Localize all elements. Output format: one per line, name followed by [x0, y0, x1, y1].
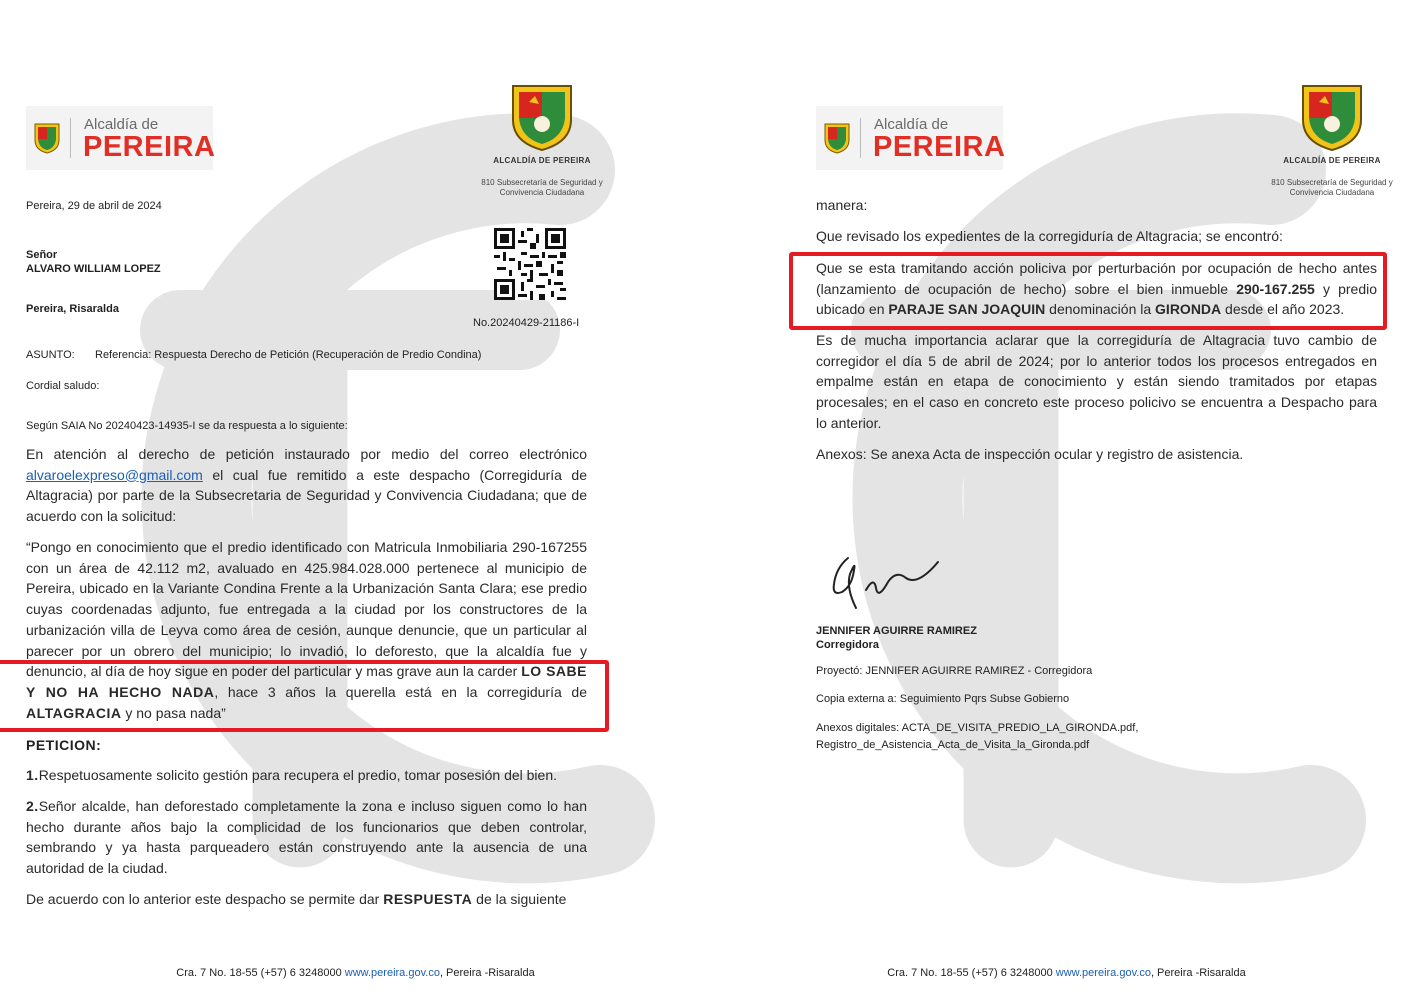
emphasis-lo-sabe: LO SABE Y NO HA HECHO NADA: [26, 663, 587, 700]
footer-website-link[interactable]: www.pereira.gov.co: [1055, 967, 1151, 979]
handwritten-signature: [826, 548, 946, 614]
subject-label: ASUNTO:: [26, 349, 75, 361]
page-footer: Cra. 7 No. 18-55 (+57) 6 3248000 www.pereira.gov.co, Pereira -Risaralda: [887, 967, 1246, 979]
peticion-title: PETICION:: [26, 737, 102, 753]
emphasis-property-id: 290-167.255: [1236, 280, 1315, 297]
qr-code: [494, 228, 566, 300]
coat-of-arms-icon: [1301, 82, 1363, 152]
logo-big-text: PEREIRA: [83, 131, 216, 163]
redacted-phone: [20, 280, 160, 296]
digital-annex-1: Anexos digitales: ACTA_DE_VISITA_PREDIO_LA_GIRONDA.pdf,: [816, 722, 1139, 734]
letter-page-2: [711, 0, 1422, 1007]
logo-divider: [860, 118, 861, 158]
page-footer: Cra. 7 No. 18-55 (+57) 6 3248000 www.pereira.gov.co, Pereira -Risaralda: [176, 967, 535, 979]
city-shield-icon: [34, 122, 60, 154]
logo-small-text: Alcaldía de: [874, 116, 949, 133]
findings-intro: Que revisado los expedientes de la corregiduría de Altagracia; se encontró:: [816, 228, 1283, 244]
logo-big-text: PEREIRA: [873, 131, 1006, 163]
crest-caption: ALCALDÍA DE PEREIRA: [493, 156, 591, 165]
logo-divider: [70, 118, 71, 158]
office-name: 810 Subsecretaría de Seguridad y Convivencia Ciudadana: [481, 178, 603, 197]
projected-by: Proyectó: JENNIFER AGUIRRE RAMIREZ - Corregidora: [816, 665, 1093, 677]
petition-item-2: 2.Señor alcalde, han deforestado completamente la zona e incluso siguen como lo han hecho durante años bajo la complicidad de los funcionarios que deben controlar, sembrando y ya hasta parqueadero están construyendo ante la ausencia de una autoridad de la ciudad.: [26, 798, 587, 877]
petition-item-1: 1.Respetuosamente solicito gestión para recupera el predio, tomar posesión del bien.: [26, 767, 557, 783]
city-shield-icon: [824, 122, 850, 154]
saia-reference: Según SAIA No 20240423-14935-I se da respuesta a lo siguiente:: [26, 420, 348, 432]
logo-small-text: Alcaldía de: [84, 116, 159, 133]
alcaldia-logo: [26, 106, 216, 170]
petitioner-email-link[interactable]: alvaroelexpreso@gmail.com: [26, 466, 203, 483]
emphasis-paraje: PARAJE SAN JOAQUIN: [888, 301, 1046, 318]
recipient-name: ALVARO WILLIAM LOPEZ: [26, 263, 161, 275]
paragraph-petition-intro: En atención al derecho de petición instaurado por medio del correo electrónico alvaroelexpreso@gmail.com el cual fue remitido a este despacho (Corregiduría de Altagracia) por parte de la Subsecretaria de Seguridad y Convivencia Ciudadana; que de acuerdo con la solicitud:: [26, 446, 588, 525]
recipient-salutation: Señor: [26, 249, 58, 261]
emphasis-altagracia: ALTAGRACIA: [26, 704, 122, 721]
closing-line: De acuerdo con lo anterior este despacho se permite dar RESPUESTA de la siguiente: [26, 891, 567, 907]
continuation-text: manera:: [816, 197, 868, 213]
greeting: Cordial saludo:: [26, 380, 100, 392]
annex-line: Anexos: Se anexa Acta de inspección ocular y registro de asistencia.: [816, 446, 1244, 462]
external-copy: Copia externa a: Seguimiento Pqrs Subse Gobierno: [816, 693, 1070, 705]
recipient-city: Pereira, Risaralda: [26, 303, 119, 315]
subject-text: Referencia: Respuesta Derecho de Petición (Recuperación de Predio Condina): [95, 349, 482, 361]
highlight-box-quote: [0, 660, 609, 732]
importance-paragraph: Es de mucha importancia aclarar que la corregiduría de Altagracia tuvo cambio de corregidor el día 5 de abril de 2024; por lo anterior todos los procesos entregados en empalme están en etapa de conocimiento y están siendo tramitados por etapas procesales; en el caso en concreto este proceso policivo se encuentra a Despacho para lo anterior.: [816, 332, 1377, 431]
document-number: No.20240429-21186-I: [473, 317, 580, 329]
emphasis-gironda: GIRONDA: [1155, 301, 1222, 318]
signer-role: Corregidora: [816, 639, 879, 651]
highlighted-finding: Que se esta tramitando acción policiva por perturbación por ocupación de hecho antes (lanzamiento de ocupación de hecho) sobre el bien inmueble 290-167.255 y predio ubicado en PARAJE SAN JOAQUIN denominación la GIRONDA desde el año 2023.: [816, 260, 1377, 318]
highlight-box-finding: [789, 252, 1387, 330]
crest-caption: ALCALDÍA DE PEREIRA: [1283, 156, 1381, 165]
signer-name: JENNIFER AGUIRRE RAMIREZ: [816, 625, 977, 637]
coat-of-arms-icon: [511, 82, 573, 152]
letter-date: Pereira, 29 de abril de 2024: [26, 200, 162, 212]
office-name: 810 Subsecretaría de Seguridad y Convivencia Ciudadana: [1271, 178, 1393, 197]
alcaldia-logo: [816, 106, 1006, 170]
footer-website-link[interactable]: www.pereira.gov.co: [344, 967, 440, 979]
digital-annex-2: Registro_de_Asistencia_Acta_de_Visita_la_Gironda.pdf: [816, 739, 1090, 751]
quoted-petition: “Pongo en conocimiento que el predio identificado con Matricula Inmobiliaria 290-167255 con un área de 42.112 m2, avaluado en 425.984.028.000 pertenece al municipio de Pereira, ubicado en la Variante Condina Frente a la Urbanización Santa Clara; ese predio cuyas coordenadas adjunto, fue entregada a la ciudad por los constructores de la urbanización villa de Leyva como área de cesión, aunque denuncie, que un particular al parecer por un obrero del municipio; lo invadió, lo deforesto, que la alcaldía fue y denuncio, al día de hoy sigue en poder del particular y mas grave aun la carder LO SABE Y NO HA HECHO NADA, hace 3 años la querella está en la corregiduría de ALTAGRACIA y no pasa nada”: [26, 539, 587, 721]
